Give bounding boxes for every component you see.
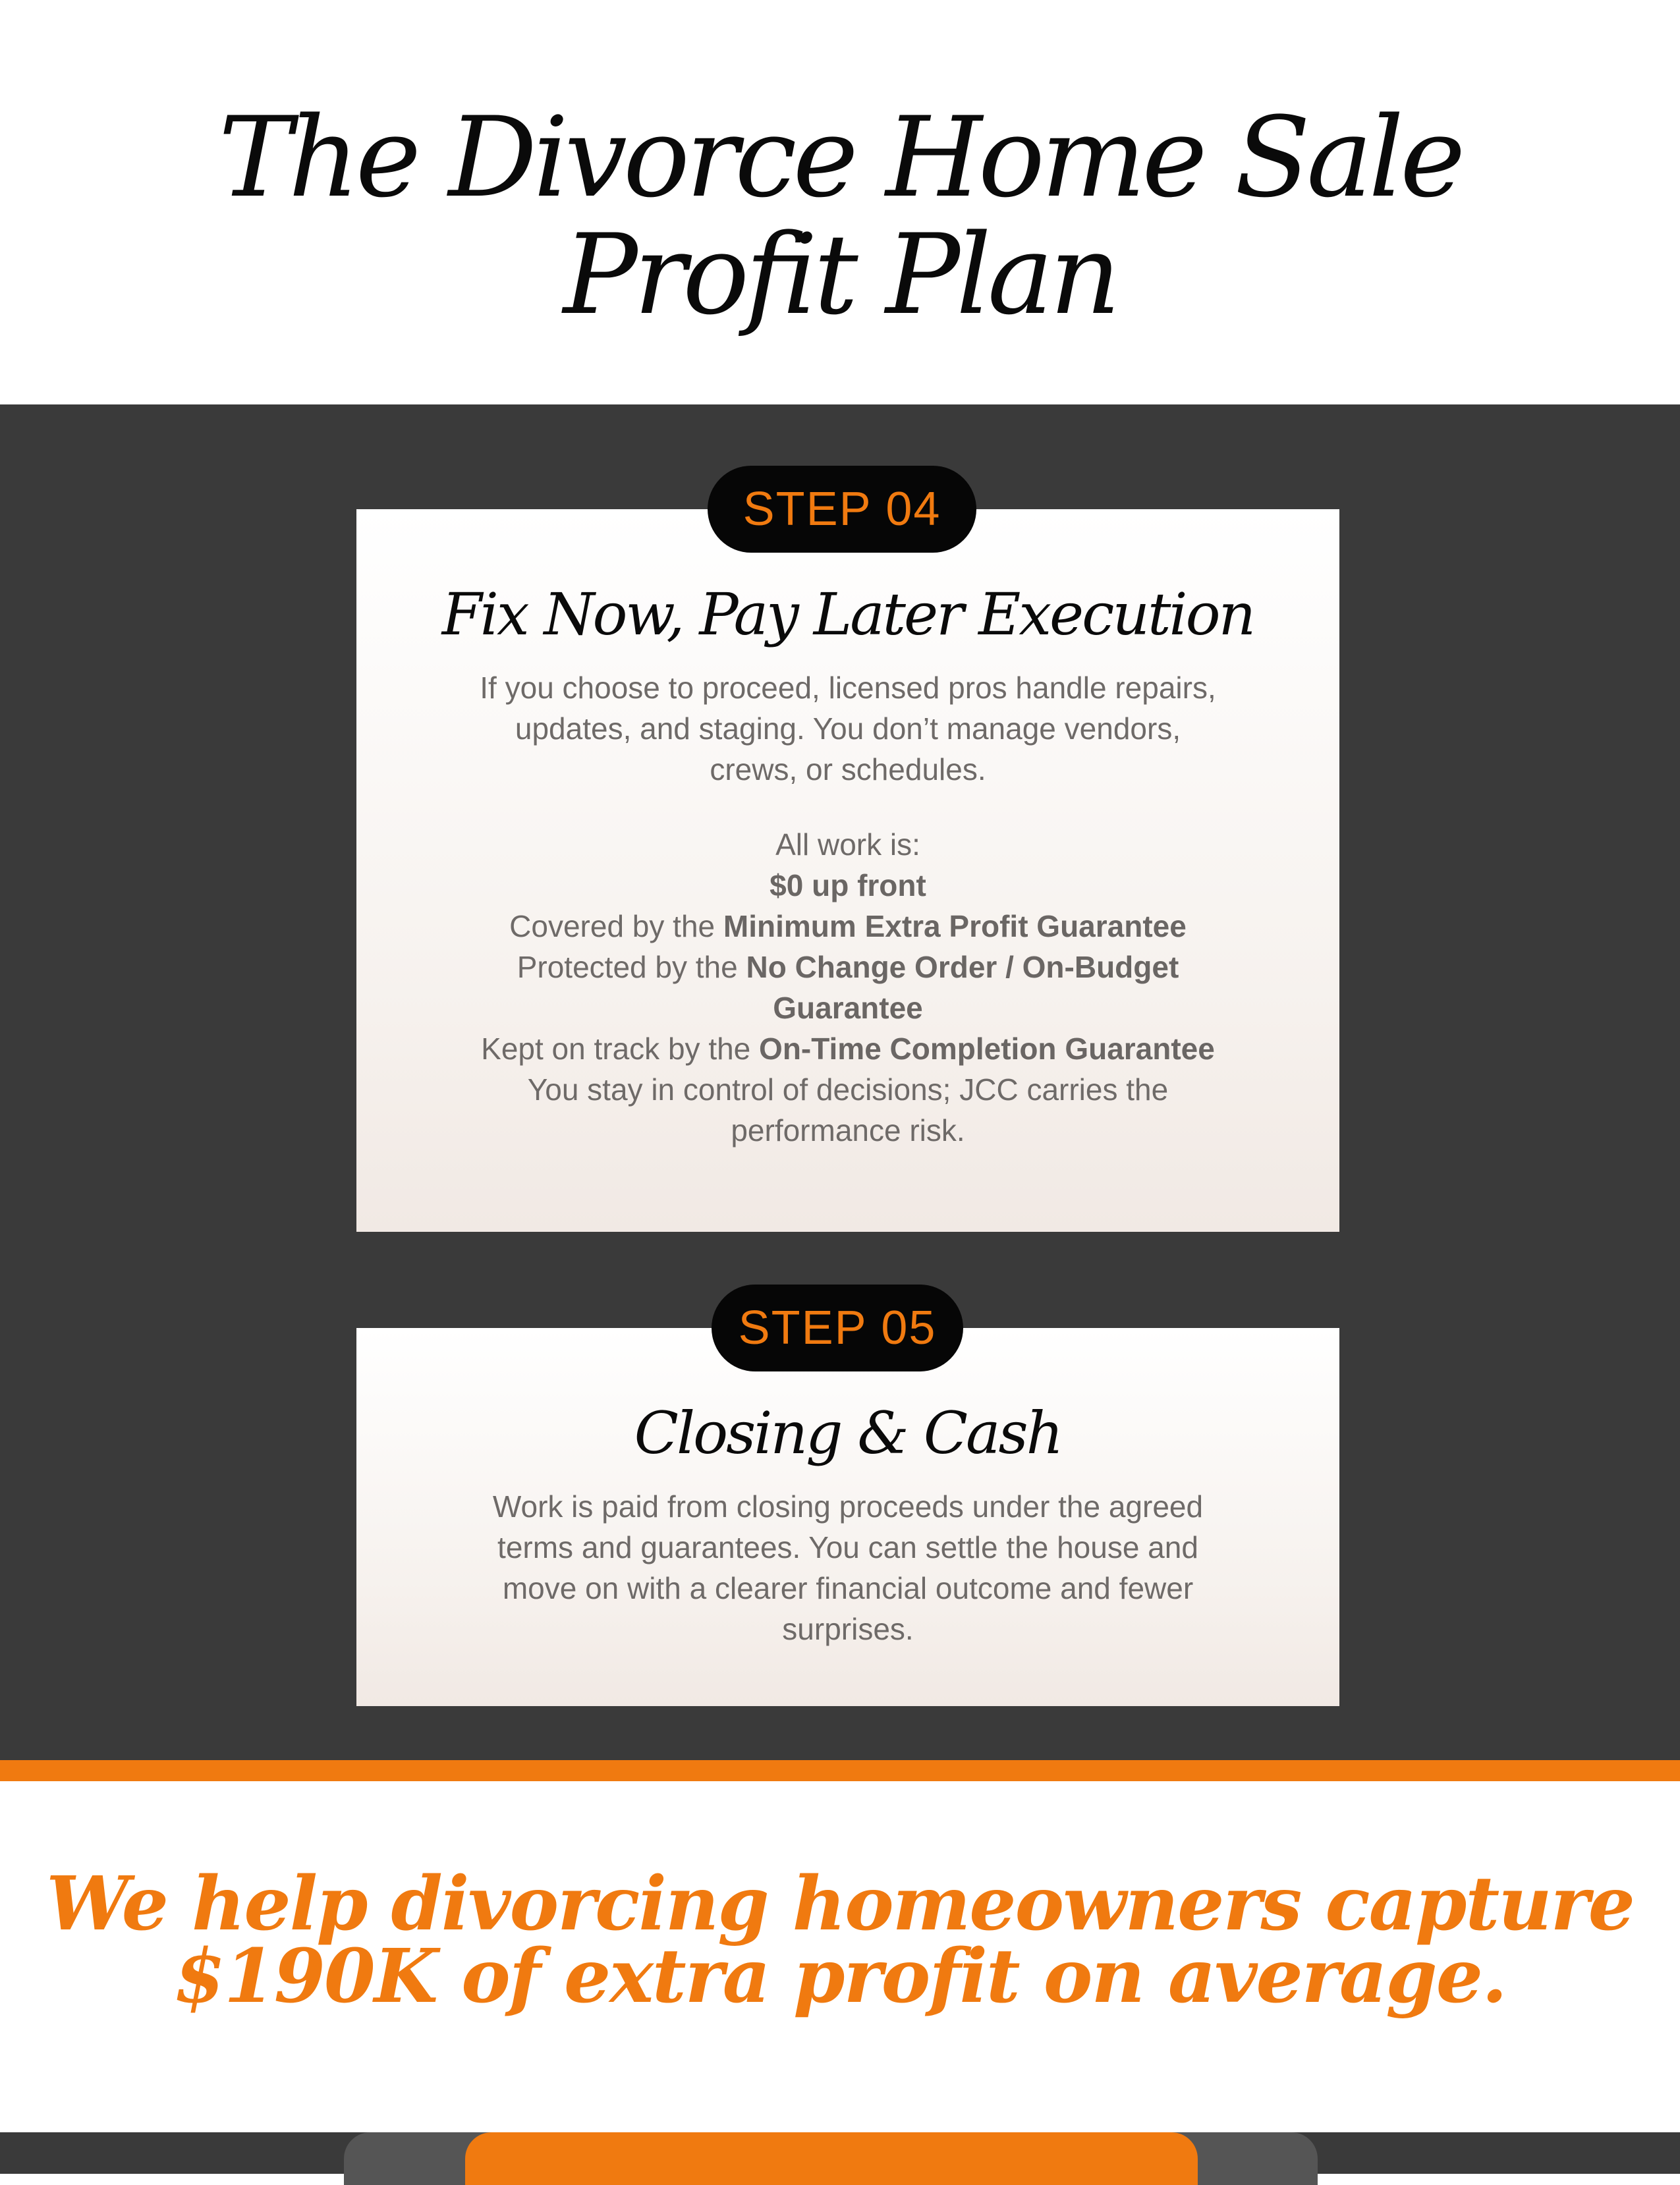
step-04-badge: STEP 04 [708,466,976,553]
tagline [0,1861,1680,2020]
list-item [468,947,1227,1028]
step-04-card [356,509,1339,1232]
step-04-list [468,824,1227,1151]
tagline-line-2: $190K of extra profit on average. [174,1933,1506,2020]
step-05-title: Closing & Cash [634,1399,1062,1467]
step-04-closing: You stay in control of decisions; JCC carries the performance risk. [527,1072,1169,1148]
list-item-bold: No Change Order / On-Budget Guarantee [746,950,1179,1025]
list-item-prefix: Covered by the [509,909,723,943]
step-05-intro: Work is paid from closing proceeds under the agreed terms and guarantees. You can settle the house and move on with a clearer financial outcome and fewer surprises. [492,1489,1204,1646]
orange-divider [0,1760,1680,1781]
list-item [468,906,1227,947]
page-title-line-2: Profit Plan [563,210,1117,339]
cta-button[interactable] [465,2132,1198,2185]
step-04-list-lead: All work is: [775,827,920,862]
step-04-title: Fix Now, Pay Later Execution [441,580,1254,648]
page-title [0,93,1680,339]
step-04-intro: If you choose to proceed, licensed pros handle repairs, updates, and staging. You don’t manage vendors, crews, or schedules. [480,671,1216,787]
list-item [468,1028,1227,1069]
list-item-prefix: Kept on track by the [481,1032,760,1066]
list-item [468,865,1227,906]
step-05-card [356,1328,1339,1706]
list-item-bold: Minimum Extra Profit Guarantee [723,909,1187,943]
list-item-bold: $0 up front [770,868,926,902]
step-05-badge: STEP 05 [712,1285,963,1371]
list-item-prefix: Protected by the [517,950,746,984]
list-item-bold: On-Time Completion Guarantee [759,1032,1215,1066]
page-title-line-1: The Divorce Home Sale [218,93,1462,222]
tagline-line-1: We help divorcing homeowners capture [46,1861,1634,1947]
